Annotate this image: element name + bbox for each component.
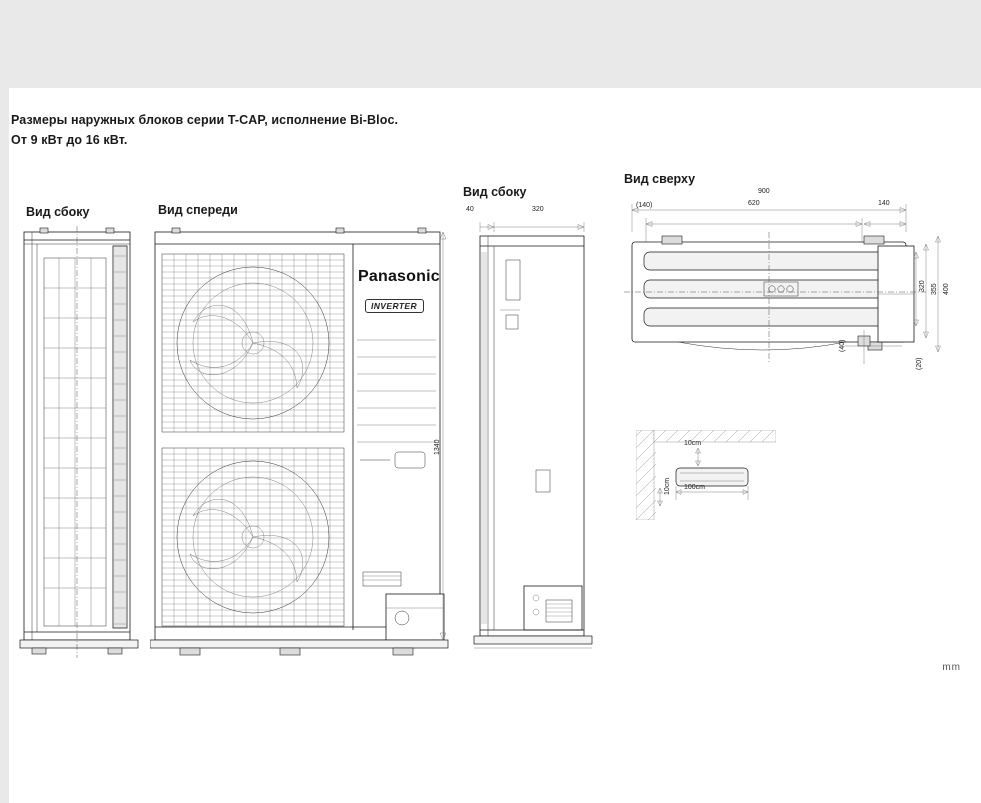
- clearance-top-label: 10cm: [684, 440, 702, 447]
- page-title: [11, 110, 571, 150]
- top-view-foot-detail: [840, 330, 910, 370]
- inverter-badge: INVERTER: [365, 299, 424, 313]
- dim-top-offset-40: (40): [839, 339, 846, 352]
- dim-top-width-right: 140: [878, 200, 890, 207]
- view-label-side-right: Вид сбоку: [463, 185, 527, 199]
- dim-front-height: 1340: [434, 439, 441, 455]
- page-title-line1: Размеры наружных блоков серии T-CAP, исполнение Bi-Bloc.: [11, 113, 399, 127]
- page-title-line2: От 9 кВт до 16 кВт.: [11, 133, 128, 147]
- view-label-side-left: Вид сбоку: [26, 205, 90, 219]
- dim-top-offset-20: (20): [916, 357, 923, 370]
- dim-side-depth-small: 40: [466, 206, 474, 213]
- top-background-band: [0, 0, 981, 88]
- dim-top-width-total: 900: [758, 188, 770, 195]
- side-right-view-drawing: [466, 200, 616, 666]
- view-label-front: Вид спереди: [158, 203, 238, 217]
- dim-side-depth: 320: [532, 206, 544, 213]
- front-view-drawing: [150, 222, 450, 667]
- dim-top-depth-355: 355: [931, 283, 938, 295]
- dim-top-width-left: (140): [636, 202, 653, 209]
- left-background-band: [0, 0, 9, 803]
- clearance-front-label: 100cm: [684, 484, 706, 491]
- clearance-left-label: 10cm: [664, 477, 671, 495]
- clearance-diagram: [636, 430, 776, 520]
- dim-top-depth-400: 400: [943, 283, 950, 295]
- dim-top-width-inner: 620: [748, 200, 760, 207]
- view-label-top: Вид сверху: [624, 172, 696, 186]
- panasonic-logo: Panasonic: [358, 268, 440, 285]
- unit-note: mm: [942, 662, 961, 673]
- dim-top-depth-320: 320: [919, 280, 926, 292]
- side-left-view-drawing: [10, 222, 150, 667]
